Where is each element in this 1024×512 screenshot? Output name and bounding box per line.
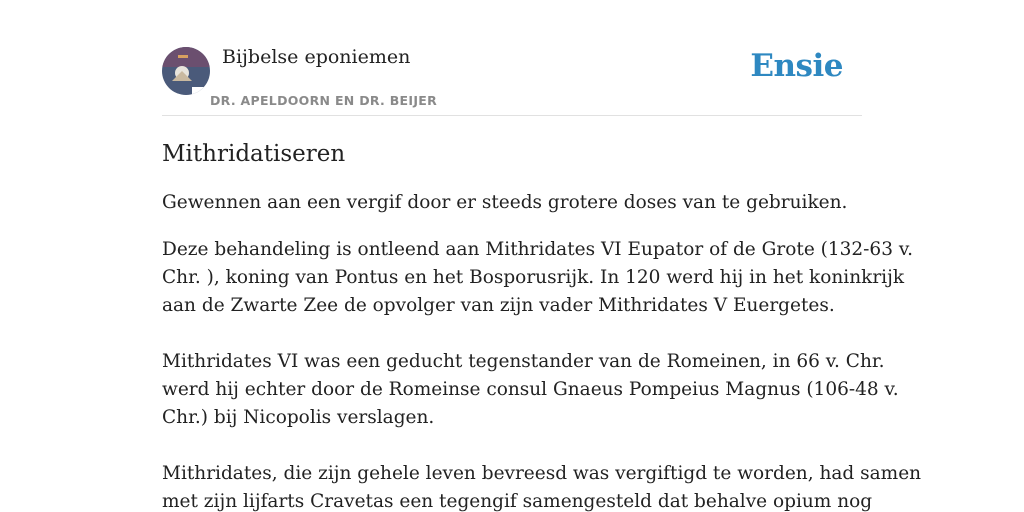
body-paragraph (162, 236, 913, 320)
entry-definition: Gewennen aan een vergif door er steeds grotere doses van te gebruiken. (162, 192, 848, 213)
entry-headword: Mithridatiseren (162, 141, 346, 167)
paragraph-line: Mithridates, die zijn gehele leven bevreesd was vergiftigd te worden, had samen (162, 463, 922, 484)
paragraph-line: werd hij echter door de Romeinse consul Gnaeus Pompeius Magnus (106-48 v. (162, 379, 899, 400)
book-cover-icon[interactable] (162, 47, 210, 95)
book-author[interactable]: DR. APELDOORN EN DR. BEIJER (210, 93, 438, 108)
book-title[interactable]: Bijbelse eponiemen (222, 46, 411, 68)
paragraph-line: Chr.) bij Nicopolis verslagen. (162, 407, 435, 428)
entry-content (162, 138, 922, 512)
paragraph-line: Mithridates VI was een geducht tegenstander van de Romeinen, in 66 v. Chr. (162, 351, 885, 372)
paragraph-line: aan de Zwarte Zee de opvolger van zijn vader Mithridates V Euergetes. (162, 295, 835, 316)
body-paragraph (162, 348, 899, 432)
paragraph-line: Deze behandeling is ontleend aan Mithridates VI Eupator of de Grote (132-63 v. (162, 239, 913, 260)
header (162, 0, 862, 116)
paragraph-line: met zijn lijfarts Cravetas een tegengif samengesteld dat behalve opium nog (162, 491, 873, 512)
body-paragraph (162, 460, 922, 512)
ensie-logo[interactable]: Ensie (750, 48, 843, 84)
paragraph-line: Chr. ), koning van Pontus en het Bosporusrijk. In 120 werd hij in het koninkrijk (162, 267, 905, 288)
